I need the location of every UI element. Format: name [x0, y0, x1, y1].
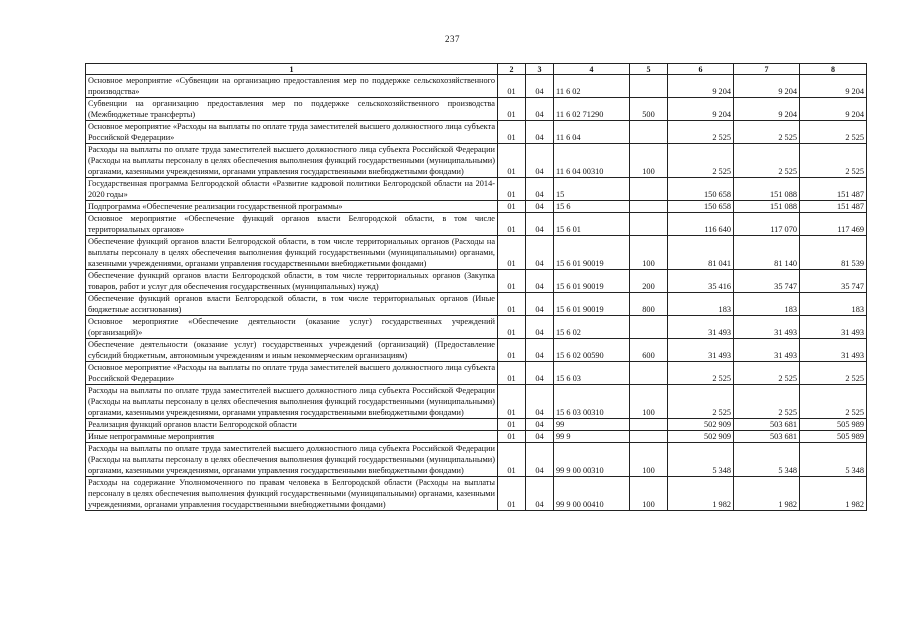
cell-expense-type — [630, 75, 668, 98]
cell-year-1: 35 416 — [668, 270, 734, 293]
cell-year-1: 5 348 — [668, 443, 734, 477]
cell-target-article: 15 6 03 — [554, 362, 630, 385]
cell-section: 01 — [498, 339, 526, 362]
col-header-expense-type: 5 — [630, 64, 668, 75]
cell-subsection: 04 — [526, 385, 554, 419]
cell-subsection: 04 — [526, 213, 554, 236]
cell-target-article: 99 9 — [554, 431, 630, 443]
cell-subsection: 04 — [526, 178, 554, 201]
cell-year-2: 2 525 — [734, 362, 800, 385]
cell-section: 01 — [498, 419, 526, 431]
cell-target-article: 15 6 02 — [554, 316, 630, 339]
cell-name: Расходы на содержание Уполномоченного по правам человека в Белгородской области (Расходы на выплаты персоналу в целях обеспечения выполнения функций государственными (муниципальными) органами, казенными учреждениями, органами управления государственными внебюджетными фондами) — [86, 477, 498, 511]
table-row — [86, 362, 867, 385]
cell-year-2: 2 525 — [734, 144, 800, 178]
cell-subsection: 04 — [526, 121, 554, 144]
cell-target-article: 99 — [554, 419, 630, 431]
cell-year-1: 502 909 — [668, 419, 734, 431]
cell-year-3: 117 469 — [800, 213, 867, 236]
cell-expense-type: 600 — [630, 339, 668, 362]
table-row — [86, 477, 867, 511]
cell-expense-type — [630, 419, 668, 431]
cell-subsection: 04 — [526, 419, 554, 431]
cell-target-article: 99 9 00 00410 — [554, 477, 630, 511]
cell-expense-type: 100 — [630, 443, 668, 477]
cell-name: Обеспечение функций органов власти Белгородской области, в том числе территориальных органов (Иные бюджетные ассигнования) — [86, 293, 498, 316]
cell-target-article: 11 6 04 — [554, 121, 630, 144]
cell-expense-type — [630, 213, 668, 236]
cell-expense-type — [630, 362, 668, 385]
cell-name: Основное мероприятие «Обеспечение деятельности (оказание услуг) государственных учреждений (организаций)» — [86, 316, 498, 339]
table-row — [86, 270, 867, 293]
cell-subsection: 04 — [526, 362, 554, 385]
cell-section: 01 — [498, 270, 526, 293]
cell-target-article: 15 6 03 00310 — [554, 385, 630, 419]
cell-year-2: 81 140 — [734, 236, 800, 270]
table-row — [86, 236, 867, 270]
cell-target-article: 15 6 01 — [554, 213, 630, 236]
cell-name: Расходы на выплаты по оплате труда заместителей высшего должностного лица субъекта Российской Федерации (Расходы на выплаты персоналу в целях обеспечения выполнения функций государственными (муниципальными) органами, казенными учреждениями, органами управления государственными внебюджетными фондами) — [86, 144, 498, 178]
col-header-year-1: 6 — [668, 64, 734, 75]
cell-name: Подпрограмма «Обеспечение реализации государственной программы» — [86, 201, 498, 213]
cell-section: 01 — [498, 121, 526, 144]
cell-year-2: 5 348 — [734, 443, 800, 477]
cell-name: Иные непрограммные мероприятия — [86, 431, 498, 443]
cell-year-3: 31 493 — [800, 316, 867, 339]
cell-target-article: 15 6 01 90019 — [554, 236, 630, 270]
cell-section: 01 — [498, 293, 526, 316]
cell-year-3: 2 525 — [800, 362, 867, 385]
cell-section: 01 — [498, 178, 526, 201]
cell-subsection: 04 — [526, 339, 554, 362]
cell-section: 01 — [498, 213, 526, 236]
table-row — [86, 293, 867, 316]
table-row — [86, 144, 867, 178]
cell-section: 01 — [498, 236, 526, 270]
cell-year-2: 1 982 — [734, 477, 800, 511]
cell-year-1: 2 525 — [668, 144, 734, 178]
cell-subsection: 04 — [526, 477, 554, 511]
cell-year-2: 117 070 — [734, 213, 800, 236]
cell-year-1: 116 640 — [668, 213, 734, 236]
cell-section: 01 — [498, 443, 526, 477]
cell-section: 01 — [498, 201, 526, 213]
cell-year-2: 35 747 — [734, 270, 800, 293]
cell-year-1: 31 493 — [668, 316, 734, 339]
cell-year-1: 2 525 — [668, 121, 734, 144]
cell-year-2: 9 204 — [734, 75, 800, 98]
cell-year-3: 81 539 — [800, 236, 867, 270]
cell-name: Расходы на выплаты по оплате труда заместителей высшего должностного лица субъекта Российской Федерации (Расходы на выплаты персоналу в целях обеспечения выполнения функций государственными (муниципальными) органами, казенными учреждениями, органами управления государственными внебюджетными фондами) — [86, 385, 498, 419]
cell-subsection: 04 — [526, 144, 554, 178]
cell-name: Субвенции на организацию предоставления мер по поддержке сельскохозяйственного производства (Межбюджетные трансферты) — [86, 98, 498, 121]
table-row — [86, 419, 867, 431]
table-row — [86, 339, 867, 362]
cell-expense-type: 500 — [630, 98, 668, 121]
cell-year-1: 9 204 — [668, 98, 734, 121]
cell-year-3: 5 348 — [800, 443, 867, 477]
col-header-section: 2 — [498, 64, 526, 75]
cell-year-3: 9 204 — [800, 98, 867, 121]
cell-target-article: 15 6 01 90019 — [554, 293, 630, 316]
cell-subsection: 04 — [526, 201, 554, 213]
cell-subsection: 04 — [526, 293, 554, 316]
cell-expense-type: 100 — [630, 385, 668, 419]
cell-year-3: 1 982 — [800, 477, 867, 511]
cell-expense-type: 100 — [630, 144, 668, 178]
cell-year-1: 2 525 — [668, 385, 734, 419]
cell-subsection: 04 — [526, 98, 554, 121]
cell-name: Основное мероприятие «Расходы на выплаты по оплате труда заместителей высшего должностного лица субъекта Российской Федерации» — [86, 362, 498, 385]
cell-year-1: 81 041 — [668, 236, 734, 270]
cell-target-article: 15 — [554, 178, 630, 201]
cell-year-1: 9 204 — [668, 75, 734, 98]
cell-expense-type — [630, 201, 668, 213]
cell-section: 01 — [498, 362, 526, 385]
table-row — [86, 385, 867, 419]
cell-name: Основное мероприятие «Субвенции на организацию предоставления мер по поддержке сельскохозяйственного производства» — [86, 75, 498, 98]
cell-section: 01 — [498, 431, 526, 443]
cell-year-3: 151 487 — [800, 201, 867, 213]
cell-year-1: 31 493 — [668, 339, 734, 362]
cell-expense-type: 800 — [630, 293, 668, 316]
budget-table — [85, 63, 867, 511]
cell-year-3: 35 747 — [800, 270, 867, 293]
cell-name: Основное мероприятие «Обеспечение функций органов власти Белгородской области, в том числе территориальных органов» — [86, 213, 498, 236]
cell-section: 01 — [498, 316, 526, 339]
cell-subsection: 04 — [526, 236, 554, 270]
cell-name: Государственная программа Белгородской области «Развитие кадровой политики Белгородской области на 2014-2020 годы» — [86, 178, 498, 201]
cell-year-1: 150 658 — [668, 201, 734, 213]
cell-expense-type: 100 — [630, 477, 668, 511]
cell-year-3: 9 204 — [800, 75, 867, 98]
cell-section: 01 — [498, 75, 526, 98]
cell-subsection: 04 — [526, 316, 554, 339]
col-header-name: 1 — [86, 64, 498, 75]
cell-target-article: 11 6 02 71290 — [554, 98, 630, 121]
table-row — [86, 316, 867, 339]
cell-year-3: 2 525 — [800, 121, 867, 144]
cell-name: Основное мероприятие «Расходы на выплаты по оплате труда заместителей высшего должностного лица субъекта Российской Федерации» — [86, 121, 498, 144]
cell-year-2: 2 525 — [734, 385, 800, 419]
header-row — [86, 64, 867, 75]
cell-target-article: 15 6 01 90019 — [554, 270, 630, 293]
table-row — [86, 121, 867, 144]
page-number: 237 — [445, 34, 460, 44]
cell-year-3: 183 — [800, 293, 867, 316]
cell-year-2: 31 493 — [734, 316, 800, 339]
table-row — [86, 201, 867, 213]
cell-year-1: 2 525 — [668, 362, 734, 385]
cell-year-2: 183 — [734, 293, 800, 316]
cell-target-article: 11 6 02 — [554, 75, 630, 98]
cell-year-3: 31 493 — [800, 339, 867, 362]
cell-name: Обеспечение деятельности (оказание услуг) государственных учреждений (организаций) (Предоставление субсидий бюджетным, автономным учреждениям и иным некоммерческим организациям) — [86, 339, 498, 362]
cell-expense-type: 200 — [630, 270, 668, 293]
table-row — [86, 98, 867, 121]
table-row — [86, 443, 867, 477]
table-body — [86, 75, 867, 511]
cell-expense-type — [630, 178, 668, 201]
cell-year-3: 2 525 — [800, 385, 867, 419]
table-row — [86, 431, 867, 443]
cell-name: Обеспечение функций органов власти Белгородской области, в том числе территориальных органов (Расходы на выплаты персоналу в целях обеспечения выполнения функций государственными (муниципальными) органами, казенными учреждениями, органами управления государственными внебюджетными фондами) — [86, 236, 498, 270]
col-header-year-3: 8 — [800, 64, 867, 75]
table-row — [86, 75, 867, 98]
cell-expense-type — [630, 316, 668, 339]
cell-section: 01 — [498, 144, 526, 178]
cell-year-3: 2 525 — [800, 144, 867, 178]
cell-year-2: 2 525 — [734, 121, 800, 144]
cell-year-1: 183 — [668, 293, 734, 316]
col-header-subsection: 3 — [526, 64, 554, 75]
cell-year-1: 150 658 — [668, 178, 734, 201]
cell-expense-type — [630, 431, 668, 443]
cell-target-article: 11 6 04 00310 — [554, 144, 630, 178]
cell-year-3: 505 989 — [800, 419, 867, 431]
cell-year-2: 503 681 — [734, 431, 800, 443]
cell-year-1: 1 982 — [668, 477, 734, 511]
cell-target-article: 15 6 — [554, 201, 630, 213]
cell-name: Расходы на выплаты по оплате труда заместителей высшего должностного лица субъекта Российской Федерации (Расходы на выплаты персоналу в целях обеспечения выполнения функций государственными (муниципальными) органами, казенными учреждениями, органами управления государственными внебюджетными фондами) — [86, 443, 498, 477]
table-row — [86, 213, 867, 236]
cell-name: Реализация функций органов власти Белгородской области — [86, 419, 498, 431]
cell-section: 01 — [498, 477, 526, 511]
cell-year-3: 151 487 — [800, 178, 867, 201]
cell-target-article: 99 9 00 00310 — [554, 443, 630, 477]
cell-subsection: 04 — [526, 431, 554, 443]
cell-year-2: 9 204 — [734, 98, 800, 121]
cell-year-2: 503 681 — [734, 419, 800, 431]
cell-subsection: 04 — [526, 75, 554, 98]
cell-year-2: 151 088 — [734, 201, 800, 213]
table-row — [86, 178, 867, 201]
cell-year-2: 31 493 — [734, 339, 800, 362]
cell-subsection: 04 — [526, 443, 554, 477]
col-header-year-2: 7 — [734, 64, 800, 75]
cell-target-article: 15 6 02 00590 — [554, 339, 630, 362]
col-header-target-article: 4 — [554, 64, 630, 75]
cell-year-3: 505 989 — [800, 431, 867, 443]
cell-year-1: 502 909 — [668, 431, 734, 443]
cell-year-2: 151 088 — [734, 178, 800, 201]
cell-section: 01 — [498, 385, 526, 419]
cell-expense-type: 100 — [630, 236, 668, 270]
cell-name: Обеспечение функций органов власти Белгородской области, в том числе территориальных органов (Закупка товаров, работ и услуг для обеспечения государственных (муниципальных) нужд) — [86, 270, 498, 293]
cell-section: 01 — [498, 98, 526, 121]
cell-expense-type — [630, 121, 668, 144]
cell-subsection: 04 — [526, 270, 554, 293]
